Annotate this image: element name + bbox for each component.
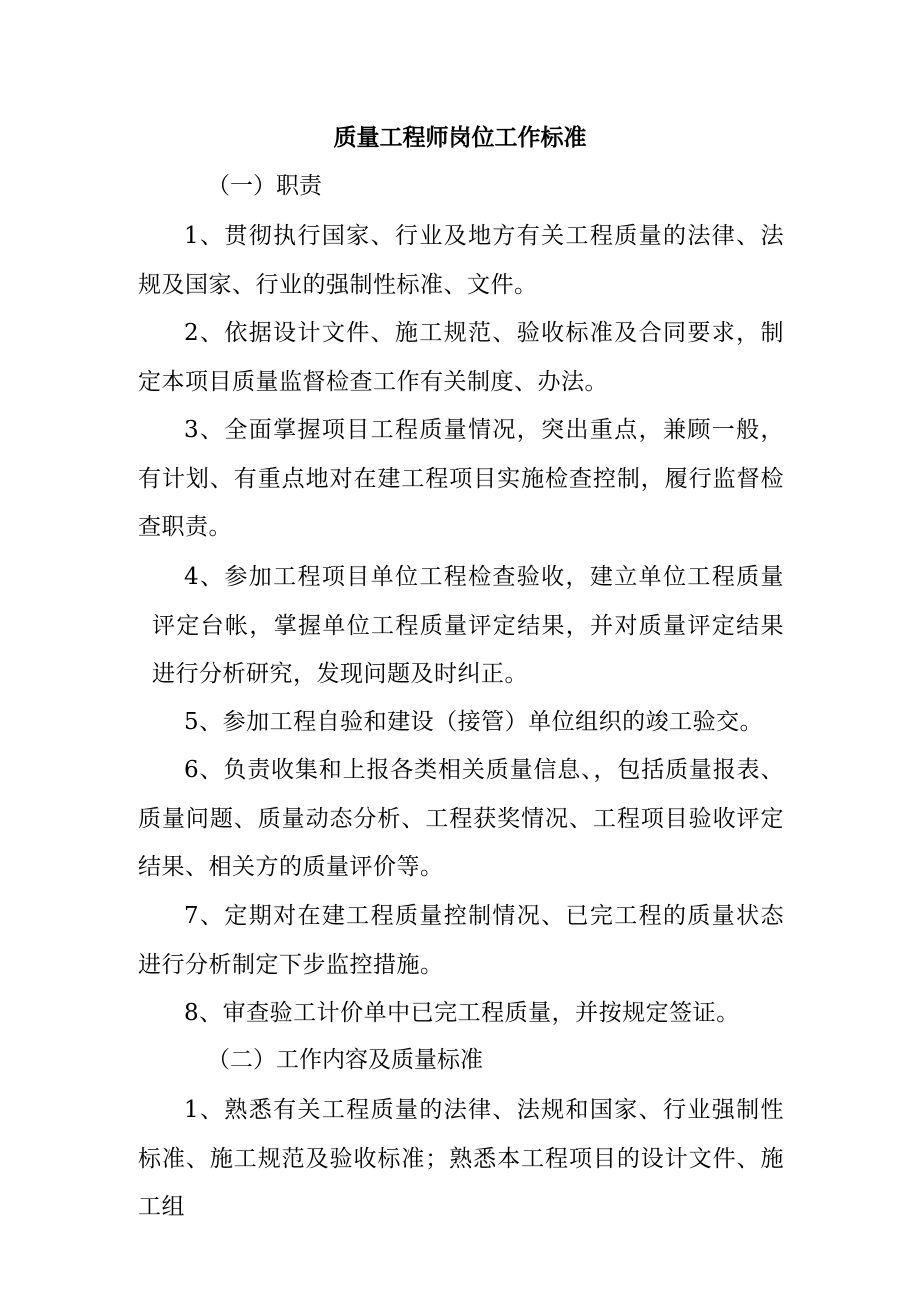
section-heading-work-content: （二）工作内容及质量标准 bbox=[207, 1047, 483, 1073]
duty-item-1: 1、贯彻执行国家、行业及地方有关工程质量的法律、法规及国家、行业的强制性标准、文件。 bbox=[138, 223, 784, 298]
duty-item-8: 8、审查验工计价单中已完工程质量，并按规定签证。 bbox=[184, 1000, 740, 1026]
duty-item-3: 3、全面掌握项目工程质量情况，突出重点，兼顾一般，有计划、有重点地对在建工程项目实施检查控制，履行监督检查职责。 bbox=[138, 417, 784, 540]
document-title: 质量工程师岗位工作标准 bbox=[333, 125, 587, 151]
duty-item-7: 7、定期对在建工程质量控制情况、已完工程的质量状态进行分析制定下步监控措施。 bbox=[138, 903, 784, 978]
duty-item-5: 5、参加工程自验和建设（接管）单位组织的竣工验交。 bbox=[184, 709, 764, 735]
section-heading-duties: （一）职责 bbox=[207, 173, 322, 199]
work-item-1: 1、熟悉有关工程质量的法律、法规和国家、行业强制性标准、施工规范及验收标准；熟悉本工程项目的设计文件、施工组 bbox=[138, 1097, 784, 1220]
duty-item-6: 6、负责收集和上报各类相关质量信息、，包括质量报表、质量问题、质量动态分析、工程获奖情况、工程项目验收评定结果、相关方的质量评价等。 bbox=[138, 757, 784, 880]
duty-item-4: 4、参加工程项目单位工程检查验收，建立单位工程质量评定台帐，掌握单位工程质量评定结果，并对质量评定结果进行分析研究，发现问题及时纠正。 bbox=[152, 564, 784, 687]
duty-item-2: 2、依据设计文件、施工规范、验收标准及合同要求，制定本项目质量监督检查工作有关制度、办法。 bbox=[138, 320, 784, 395]
